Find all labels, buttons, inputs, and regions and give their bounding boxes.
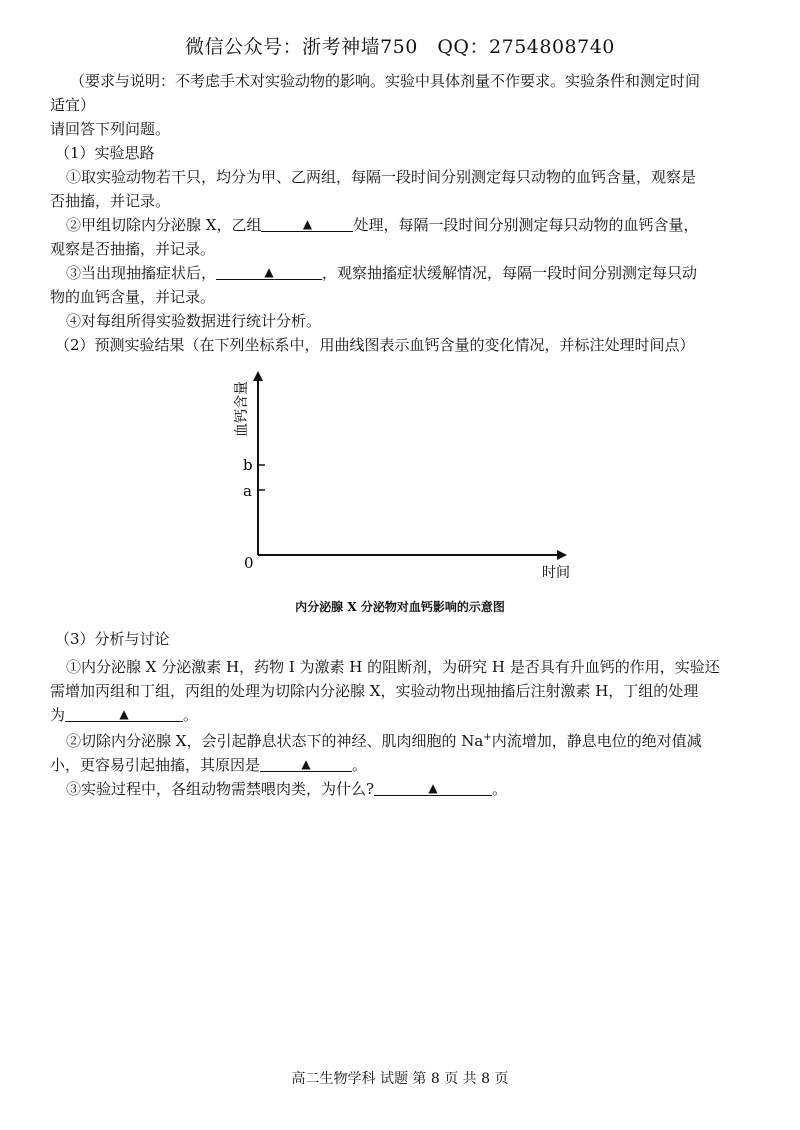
part2-heading: （2）预测实验结果（在下列坐标系中，用曲线图表示血钙含量的变化情况，并标注处理时间点） [55, 336, 695, 354]
prompt-text: 请回答下列问题。 [50, 120, 171, 138]
requirement-line-1: （要求与说明：不考虑手术对实验动物的影响。实验中具体剂量不作要求。实验条件和测定时间 [70, 72, 701, 90]
part1-heading: （1）实验思路 [55, 144, 155, 162]
answer-blank-3[interactable]: ▲ [65, 707, 183, 722]
step3-text-pre: ③当出现抽搐症状后， [66, 264, 217, 282]
blood-calcium-chart[interactable] [220, 365, 580, 590]
q2-line-b [50, 754, 367, 775]
q2b-text-post: 。 [352, 756, 368, 774]
y-tick-label-a: a [243, 482, 252, 500]
page-footer: 高二生物学科 试题 第 8 页 共 8 页 [291, 1071, 509, 1087]
step3-line-b: 物的血钙含量，并记录。 [50, 288, 216, 306]
q2-text-post: 内流增加，静息电位的绝对值减 [491, 732, 702, 750]
requirement-line-2: 适宜） [50, 96, 96, 114]
q2-text-pre: ②切除内分泌腺 X，会引起静息状态下的神经、肌肉细胞的 Na [66, 732, 484, 750]
step1-line-a: ①取实验动物若干只，均分为甲、乙两组，每隔一段时间分别测定每只动物的血钙含量，观察是 [66, 168, 697, 186]
step2-line-a [66, 214, 698, 235]
answer-blank-5[interactable]: ▲ [374, 781, 492, 796]
q3-text-pre: ③实验过程中，各组动物需禁喂肉类，为什么? [66, 780, 375, 798]
y-tick-label-b: b [243, 456, 253, 474]
page-header: 微信公众号：浙考神墙750 QQ：2754808740 [185, 36, 615, 58]
step4-line: ④对每组所得实验数据进行统计分析。 [66, 312, 322, 330]
q1-line-a: ①内分泌腺 X 分泌激素 H，药物 I 为激素 H 的阻断剂，为研究 H 是否具有升血钙的作用，实验还 [66, 658, 720, 676]
q3-text-post: 。 [492, 780, 508, 798]
q1-text-post: 。 [183, 706, 199, 724]
x-axis-label: 时间 [542, 565, 570, 581]
q2-line-a [66, 730, 702, 751]
chart-caption: 内分泌腺 X 分泌物对血钙影响的示意图 [295, 600, 505, 614]
sodium-charge: + [483, 732, 492, 743]
part3-heading: （3）分析与讨论 [55, 630, 170, 648]
step2-line-b: 观察是否抽搐，并记录。 [50, 240, 216, 258]
q1-text-pre: 为 [50, 706, 66, 724]
step1-line-b: 否抽搐，并记录。 [50, 192, 171, 210]
q1-line-c [50, 704, 198, 725]
answer-blank-1[interactable]: ▲ [261, 217, 353, 232]
q3-line [66, 778, 507, 799]
origin-label: 0 [244, 554, 254, 572]
step2-text-post: 处理，每隔一段时间分别测定每只动物的血钙含量， [353, 216, 699, 234]
q2b-text-pre: 小，更容易引起抽搐，其原因是 [50, 756, 261, 774]
step3-line-a [66, 262, 697, 283]
step3-text-post: ，观察抽搐症状缓解情况，每隔一段时间分别测定每只动 [322, 264, 698, 282]
q1-line-b: 需增加丙组和丁组，丙组的处理为切除内分泌腺 X，实验动物出现抽搐后注射激素 H，丁组的处理 [50, 682, 699, 700]
step2-text-pre: ②甲组切除内分泌腺 X，乙组 [66, 216, 262, 234]
answer-blank-2[interactable]: ▲ [216, 265, 322, 280]
answer-blank-4[interactable]: ▲ [260, 757, 352, 772]
y-axis-label: 血钙含量 [234, 381, 250, 437]
